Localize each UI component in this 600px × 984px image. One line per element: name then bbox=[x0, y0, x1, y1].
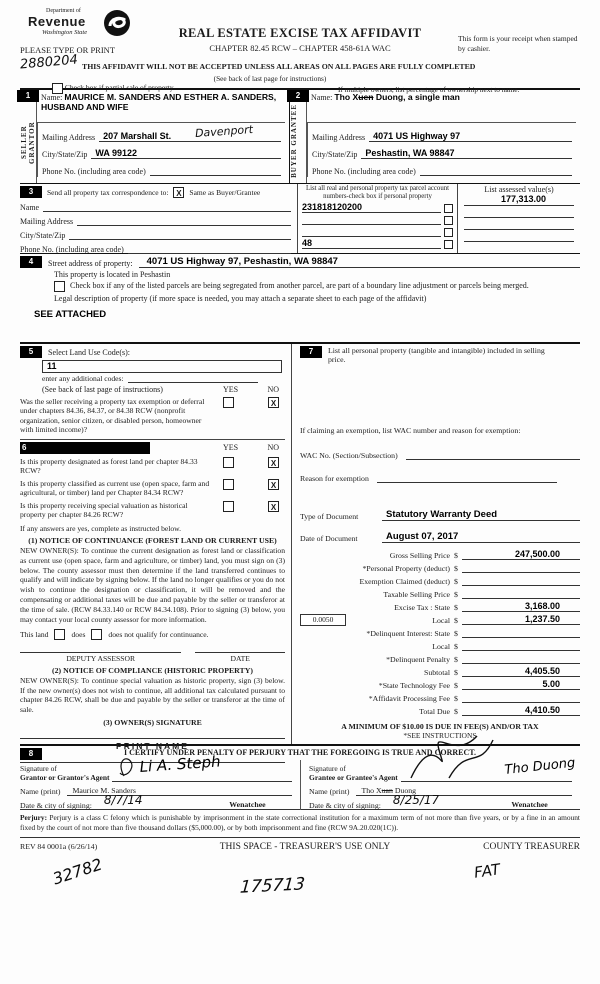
q6c-yes-checkbox bbox=[223, 501, 234, 512]
assessed-value-1: 177,313.00 bbox=[464, 194, 574, 206]
county-treasurer-label: COUNTY TREASURER bbox=[483, 841, 580, 852]
dollar-sign: $ bbox=[454, 616, 458, 625]
seller-section bbox=[20, 90, 290, 183]
land-use-code-box: 11 bbox=[42, 360, 282, 373]
dollar-sign: $ bbox=[454, 642, 458, 651]
see-back-instructions: (See back of last page of instructions) bbox=[42, 385, 163, 394]
if-yes-note: If any answers are yes, complete as instructed below. bbox=[20, 523, 182, 533]
state-technology-fee-value: 5.00 bbox=[542, 679, 560, 689]
s3-mailing-label: Mailing Address bbox=[20, 217, 74, 226]
personal-property-title: List all personal property (tangible and intangible) included in selling price. bbox=[328, 346, 545, 364]
svg-text:Li A. Steph: Li A. Steph bbox=[139, 752, 222, 776]
land-does-not-checkbox bbox=[91, 629, 102, 640]
same-as-buyer-checkbox: X bbox=[173, 187, 184, 198]
exemption-claimed-label: Exemption Claimed (deduct) bbox=[359, 577, 450, 586]
seller-name-value: MAURICE M. SANDERS AND ESTHER A. SANDERS, HUSBAND AND WIFE bbox=[41, 92, 277, 112]
tax-exemption-question: Was the seller receiving a property tax exemption or deferral under chapters 84.36, 84.37, or 84.38 RCW (nonprofit organization, senior citizen, or disabled person, homeowner with limited income)? bbox=[20, 397, 205, 435]
buyer-csz-label: City/State/Zip bbox=[312, 150, 358, 159]
partial-sale-label: Check box if partial sale of property bbox=[64, 83, 174, 93]
located-in-text: This property is located in Peshastin bbox=[54, 270, 171, 279]
does-label: does bbox=[71, 629, 86, 639]
parcel-header: List all real and personal property tax parcel account numbers-check box if personal property bbox=[305, 185, 450, 200]
segregated-label: Check box if any of the listed parcels are being segregated from another parcel, are part of a boundary line adjustment or parcels being merged. bbox=[70, 281, 529, 290]
s3-phone-label: Phone No. (including area code) bbox=[20, 245, 124, 254]
grantee-sig-label-1: Signature of bbox=[309, 764, 346, 773]
parties-row bbox=[20, 88, 580, 184]
land-does-checkbox bbox=[54, 629, 65, 640]
grantee-city-value: Wenatchee bbox=[487, 800, 572, 810]
excise-tax-state-value: 3,168.00 bbox=[524, 601, 560, 611]
gross-selling-price-label: Gross Selling Price bbox=[389, 551, 450, 560]
multiple-owners-note: If multiple owners, list percentage of ownership next to name. bbox=[338, 85, 520, 94]
owners-signature-title: (3) OWNER(S) SIGNATURE bbox=[103, 718, 202, 728]
excise-tax-state-label: Excise Tax : State bbox=[394, 603, 450, 612]
grantee-date-handwritten: 8/25/17 bbox=[392, 793, 440, 807]
assessed-header: List assessed value(s) bbox=[484, 185, 554, 194]
treasurer-space-label: THIS SPACE - TREASURER'S USE ONLY bbox=[219, 841, 391, 852]
q5-no-checkbox: X bbox=[268, 397, 279, 408]
buyer-phone-value bbox=[420, 175, 572, 176]
revenue-logo bbox=[28, 8, 148, 36]
grantor-sig-label-2: Grantor or Grantor's Agent bbox=[20, 773, 110, 782]
seller-mailing-label: Mailing Address bbox=[42, 133, 96, 142]
dollar-sign: $ bbox=[454, 707, 458, 716]
section-2-badge: 2 bbox=[287, 90, 309, 102]
form-subtitle: CHAPTER 82.45 RCW – CHAPTER 458-61A WAC bbox=[209, 43, 391, 53]
gross-selling-price-value: 247,500.00 bbox=[514, 549, 560, 559]
dollar-sign: $ bbox=[454, 603, 458, 612]
notice-compliance-text: NEW OWNER(S): To continue special valuation as historic property, sign (3) below. If the new owner(s) does not wish to continue, all additional tax calculated pursuant to chapter 84.26 RCW, shall be due and payable by the seller or transferor at the time of sale. bbox=[20, 675, 285, 715]
parcel-number-2 bbox=[302, 224, 441, 225]
grantor-date-city-label: Date & city of signing: bbox=[20, 801, 92, 810]
seller-phone-value bbox=[150, 175, 281, 176]
assessed-value-3 bbox=[464, 218, 574, 230]
warning-text: THIS AFFIDAVIT WILL NOT BE ACCEPTED UNLESS ALL AREAS ON ALL PAGES ARE FULLY COMPLETED bbox=[82, 62, 476, 71]
parcel-number-1: 231818120200 bbox=[302, 202, 441, 213]
seller-name-label: Name: bbox=[41, 93, 63, 102]
logo-state-text: Washington State bbox=[42, 29, 88, 36]
yes-header-5: YES bbox=[223, 385, 239, 394]
grantee-name-print-value: Tho Xuan Duong bbox=[356, 786, 573, 796]
parcel-personal-checkbox-4 bbox=[444, 240, 453, 249]
parcel-number-3 bbox=[302, 236, 441, 237]
form-title: REAL ESTATE EXCISE TAX AFFIDAVIT bbox=[178, 26, 422, 40]
seller-csz-label: City/State/Zip bbox=[42, 150, 88, 159]
s3-name-label: Name bbox=[20, 203, 40, 212]
correspondence-label: Send all property tax correspondence to: bbox=[47, 187, 169, 197]
seller-phone-label: Phone No. (including area code) bbox=[42, 167, 146, 176]
seller-mailing-handwritten: Davenport bbox=[194, 122, 254, 141]
q6c-no-checkbox: X bbox=[268, 501, 279, 512]
receipt-note: This form is your receipt when stamped by cashier. bbox=[458, 34, 578, 54]
reason-exemption-label: Reason for exemption bbox=[300, 474, 369, 483]
seller-mailing-value: 207 Marshall St. bbox=[103, 131, 172, 141]
does-not-label: does not qualify for continuance. bbox=[108, 629, 209, 639]
grantor-signature-line bbox=[112, 752, 292, 782]
dollar-sign: $ bbox=[454, 655, 458, 664]
footer-row bbox=[20, 838, 580, 852]
dollar-sign: $ bbox=[454, 564, 458, 573]
assessed-value-4 bbox=[464, 230, 574, 242]
total-due-label: Total Due bbox=[419, 707, 450, 716]
logo-dept-text: Department of bbox=[46, 8, 81, 14]
same-as-buyer-label: Same as Buyer/Grantee bbox=[189, 187, 261, 197]
dollar-sign: $ bbox=[454, 668, 458, 677]
notice-continuance-text: NEW OWNER(S): To continue the current designation as forest land or classification as current use (open space, farm and agriculture, or timber) land, you must sign on (3) below. The county assessor must then determine if the land transferred continues to qualify and will indicate by signing below. If the land no longer qualifies or you do not wish to continue the designation or classification, it will be removed and the compensating or additional taxes will be due and payable by the seller or transferor at the time of sale. (RCW 84.33.140 or RCW 84.34.108). Prior to signing (3) below, you may contact your local county assessor for more information. bbox=[20, 545, 285, 624]
property-address-section bbox=[20, 254, 580, 342]
subtotal-value: 4,405.50 bbox=[524, 666, 560, 676]
minimum-due-note: A MINIMUM OF $10.00 IS DUE IN FEE(S) AND/OR TAX bbox=[341, 722, 539, 731]
section-1-badge: 1 bbox=[17, 90, 39, 102]
state-technology-fee-label: *State Technology Fee bbox=[378, 681, 450, 690]
grantor-sig-label-1: Signature of bbox=[20, 764, 57, 773]
exemption-claim-label: If claiming an exemption, list WAC number and reason for exemption: bbox=[300, 426, 521, 435]
q6b-yes-checkbox bbox=[223, 479, 234, 490]
seller-grantor-side-label: SELLER GRANTOR bbox=[20, 121, 36, 164]
parcel-number-4: 48 bbox=[302, 238, 441, 249]
s3-csz-label: City/State/Zip bbox=[20, 231, 66, 240]
grantee-name-print-label: Name (print) bbox=[309, 787, 350, 796]
perjury-text: Perjury is a class C felony which is punishable by imprisonment in the state correctional institution for a maximum term of not more than five years, or by a fine in an amount fixed by the court of not more than five thousand dollars ($5,000.00), or by both imprisonment and fine (RCW 9A.20.020(1C)). bbox=[20, 813, 580, 832]
parcel-personal-checkbox-2 bbox=[444, 216, 453, 225]
type-of-document-value: Statutory Warranty Deed bbox=[386, 509, 498, 520]
handwritten-treasurer-number-left: 32782 bbox=[50, 854, 105, 889]
delinquent-interest-state-label: *Delinquent Interest: State bbox=[366, 629, 450, 638]
svg-text:Tho Duong: Tho Duong bbox=[503, 755, 576, 778]
parcel-personal-checkbox-1 bbox=[444, 204, 453, 213]
grantor-name-print-label: Name (print) bbox=[20, 787, 61, 796]
land-use-title: Select Land Use Code(s): bbox=[48, 347, 130, 357]
section-4-badge: 4 bbox=[20, 256, 42, 268]
section-7-badge: 7 bbox=[300, 346, 322, 358]
dollar-sign: $ bbox=[454, 681, 458, 690]
grantor-signature-block bbox=[20, 752, 300, 810]
buyer-csz-value: Peshastin, WA 98847 bbox=[365, 148, 455, 158]
legal-description-label: Legal description of property (if more space is needed, you may attach a separate sheet to each page of the affidavit) bbox=[54, 294, 427, 303]
street-address-label: Street address of property: bbox=[48, 259, 133, 268]
street-address-value: 4071 US Highway 97, Peshastin, WA 98847 bbox=[146, 256, 338, 267]
rev-form-number: REV 84 0001a (6/26/14) bbox=[20, 842, 98, 852]
date-line: DATE bbox=[195, 652, 285, 663]
additional-codes-label: enter any additional codes: bbox=[42, 374, 124, 383]
handwritten-affidavit-number: 2880204 bbox=[19, 52, 79, 73]
logo-revenue-text: Revenue bbox=[28, 14, 86, 29]
grantee-signature-scribble bbox=[397, 734, 587, 782]
grantor-city-value: Wenatchee bbox=[203, 800, 292, 810]
no-header-6: NO bbox=[267, 443, 279, 453]
taxable-selling-price-label: Taxable Selling Price bbox=[383, 590, 450, 599]
section-3-badge: 3 bbox=[20, 186, 42, 198]
see-instructions-note: *SEE INSTRUCTIONS bbox=[403, 731, 477, 740]
buyer-phone-label: Phone No. (including area code) bbox=[312, 167, 416, 176]
print-name-label: PRINT NAME bbox=[116, 741, 189, 752]
dollar-sign: $ bbox=[454, 551, 458, 560]
perjury-notice bbox=[20, 810, 580, 838]
affidavit-processing-fee-label: *Affidavit Processing Fee bbox=[368, 694, 450, 703]
buyer-name-struck: uen bbox=[358, 92, 374, 102]
grantee-signature-line bbox=[401, 755, 576, 782]
correspondence-section bbox=[20, 184, 580, 254]
reason-exemption-value bbox=[377, 482, 557, 483]
grantee-date-city-label: Date & city of signing: bbox=[309, 801, 381, 810]
dollar-sign: $ bbox=[454, 577, 458, 586]
grantee-sig-label-2: Grantee or Grantee's Agent bbox=[309, 773, 398, 782]
owners-signature-line bbox=[20, 727, 285, 739]
delinquent-interest-local-label: Local bbox=[432, 642, 450, 651]
wac-number-label: WAC No. (Section/Subsection) bbox=[300, 451, 398, 460]
grantee-signature-block bbox=[300, 755, 580, 810]
see-back-note: (See back of last page for instructions) bbox=[213, 74, 327, 83]
no-header-5: NO bbox=[267, 385, 279, 394]
certification-section bbox=[20, 746, 580, 810]
grantor-name-print-value: Maurice M. Sanders bbox=[67, 786, 293, 796]
buyer-section bbox=[290, 90, 580, 183]
notice-compliance-title: (2) NOTICE OF COMPLIANCE (HISTORIC PROPERTY) bbox=[52, 665, 253, 675]
buyer-mailing-label: Mailing Address bbox=[312, 133, 366, 142]
current-use-question: Is this property classified as current use (open space, farm and agricultural, or timber) land per Chapter 84.34 RCW? bbox=[20, 478, 210, 498]
dollar-sign: $ bbox=[454, 629, 458, 638]
excise-tax-local-value: 1,237.50 bbox=[524, 614, 560, 624]
q6a-yes-checkbox bbox=[223, 457, 234, 468]
personal-property-blank-area bbox=[300, 364, 580, 426]
notice-continuance-title: (1) NOTICE OF CONTINUANCE (FOREST LAND OR CURRENT USE) bbox=[28, 535, 277, 545]
section-8-badge: 8 bbox=[20, 748, 42, 760]
segregated-checkbox bbox=[54, 281, 65, 292]
certify-statement: I CERTIFY UNDER PENALTY OF PERJURY THAT THE FOREGOING IS TRUE AND CORRECT. bbox=[123, 748, 476, 757]
total-due-value: 4,410.50 bbox=[524, 705, 560, 715]
please-type-label: PLEASE TYPE OR PRINT bbox=[20, 45, 116, 55]
handwritten-treasurer-initials: FAT bbox=[472, 860, 502, 882]
fees-table bbox=[300, 547, 580, 716]
personal-property-deduct-label: *Personal Property (deduct) bbox=[362, 564, 450, 573]
dollar-sign: $ bbox=[454, 590, 458, 599]
historical-property-question: Is this property receiving special valuation as historical property per chapter 84.26 RCW? bbox=[20, 500, 188, 520]
left-column bbox=[20, 344, 292, 752]
buyer-name-label: Name: bbox=[311, 93, 333, 102]
delinquent-penalty-label: *Delinquent Penalty bbox=[386, 655, 450, 664]
subtotal-label: Subtotal bbox=[424, 668, 450, 677]
date-of-document-label: Date of Document bbox=[300, 534, 358, 543]
q5-yes-checkbox bbox=[223, 397, 234, 408]
perjury-lead: Perjury: bbox=[20, 813, 48, 822]
yes-header-6: YES bbox=[223, 443, 239, 453]
type-of-document-label: Type of Document bbox=[300, 512, 359, 521]
deputy-assessor-line: DEPUTY ASSESSOR bbox=[20, 652, 181, 663]
assessed-value-2 bbox=[464, 206, 574, 218]
q6a-no-checkbox: X bbox=[268, 457, 279, 468]
this-land-label: This land bbox=[20, 629, 49, 639]
q6b-no-checkbox: X bbox=[268, 479, 279, 490]
grantor-signature-scribble bbox=[112, 752, 292, 782]
grantor-date-handwritten: 8/7/14 bbox=[103, 793, 143, 807]
handwritten-treasurer-number-center: 175713 bbox=[239, 874, 306, 898]
main-columns bbox=[20, 342, 580, 752]
legal-description-value: SEE ATTACHED bbox=[34, 309, 107, 320]
dollar-sign: $ bbox=[454, 694, 458, 703]
date-of-document-value: August 07, 2017 bbox=[386, 531, 459, 542]
forest-land-question: Is this property designated as forest land per chapter 84.33 RCW? bbox=[20, 456, 198, 476]
parcel-personal-checkbox-3 bbox=[444, 228, 453, 237]
revenue-swirl-icon bbox=[102, 8, 132, 38]
header bbox=[19, 6, 580, 94]
buyer-grantee-side-label: BUYER GRANTEE bbox=[290, 104, 298, 178]
local-rate-box: 0.0050 bbox=[300, 614, 346, 626]
section-6-badge: 6 bbox=[20, 442, 150, 454]
seller-csz-value: WA 99122 bbox=[95, 148, 138, 158]
section-5-badge: 5 bbox=[20, 346, 42, 358]
buyer-mailing-value: 4071 US Highway 97 bbox=[373, 131, 461, 141]
buyer-name-value: Tho Xuen Duong, a single man bbox=[334, 92, 460, 102]
excise-tax-local-label: 0.0050 Local bbox=[300, 616, 450, 625]
right-column bbox=[292, 344, 580, 744]
wac-number-value bbox=[406, 459, 580, 460]
